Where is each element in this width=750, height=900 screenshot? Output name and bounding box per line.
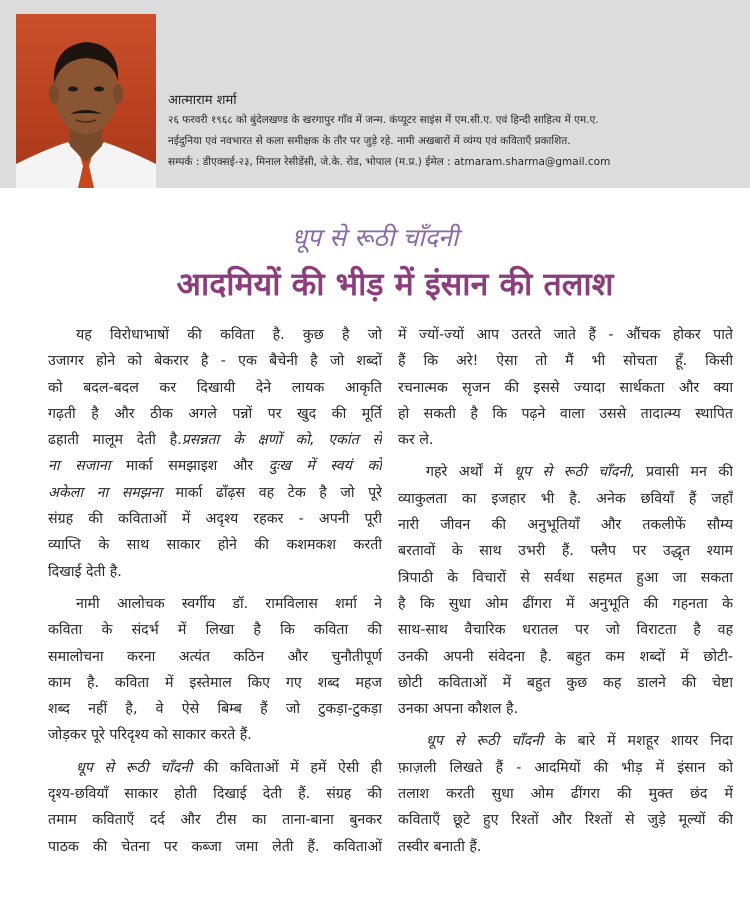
text-line: गढ़ती है और ठीक अगले पन्नों पर खुद की मूर्ति [48,405,382,422]
text-line: हैं कि अरे! ऐसा तो मैं भी सोचता हूँ. किसी [398,353,733,370]
quote-italic: अकेला ना समझना [48,484,163,501]
book-title-italic: धूप से रूठी चाँदनी [76,759,193,776]
text-line: उनका अपना कौशल है. [398,701,519,718]
text-line: छोटी कविताओं में बहुत कुछ कह डालने की चेष्टा [398,674,733,691]
text-line [48,755,382,781]
text-line: व्याप्ति के साथ साकार होने की कशमकश करती [48,537,382,554]
text-line: फ़ाज़ली लिखते हैं - आदमियों की भीड़ में इंसान को [398,759,733,776]
text-line: रचनात्मक सृजन की इससे ज्यादा सार्थकता और क्या [398,379,733,396]
text-line: उजागर होने को बेकरार है - एक बैचेनी है जो शब्दों [48,353,382,370]
book-title-italic: धूप से रूठी चाँदनी [426,733,543,750]
quote-italic: ना सजाना [48,458,111,475]
book-title: धूप से रूठी चाँदनी [291,223,459,252]
text-line: साथ-साथ वैचारिक धरातल पर जो विराटता है वह [398,622,733,639]
author-photo [16,14,156,188]
text-span: की कविताओं में हमें ऐसी ही [192,759,382,776]
text-span: ढहाती मालूम देती है. [48,432,182,449]
text-line [398,728,733,754]
text-line: नारी जीवन की अनुभूतियाँ और तकलीफें सौम्य [398,517,733,534]
author-header [0,0,750,188]
article-column-right [398,322,733,860]
text-line: उनकी अपनी संवेदना है. बहुत कम शब्दों में छोटी- [398,648,733,665]
article-column-left [48,322,382,860]
quote-italic: प्रसन्नता के क्षणों को, एकांत से [181,432,382,449]
text-span: गहरे अर्थों में [426,464,515,481]
bio-line-career: नईदुनिया एवं नवभारत से कला समीक्षक के तौर पर जुड़े रहे. नामी अखबारों में व्यंग्य एवं कविताएँ प्रकाशित. [168,135,571,147]
text-line: त्रिपाठी के विचारों से सर्वथा सहमत हुआ जा सकता [398,569,733,586]
text-line: कर ले. [398,432,434,449]
text-line: यह विरोधाभाषों की कविता है. कुछ है जो [76,327,382,343]
text-line: पाठक की चेतना पर कब्जा जमा लेती हैं. कविताओं [48,838,382,855]
text-line: कविताएँ छूटे हुए रिश्तों और रिश्तों से जुड़े मूल्यों की [398,812,733,829]
text-line: व्याकुलता का इजहार भी है. अनेक छवियाँ हैं जहाँ [398,490,733,507]
author-bio [168,110,743,173]
text-line: बरतावों के साथ उभरी हैं. फ्लैप पर उद्धृत श्याम [398,543,733,560]
text-line: कविता के संदर्भ में लिखा है कि कविता की [48,622,382,639]
text-line: तस्वीर बनाती हैं. [398,838,482,855]
text-span: मार्का समझाइश और [110,458,269,475]
article-headline: आदमियों की भीड़ में इंसान की तलाश [176,265,614,303]
text-line: हो सकती है कि पढ़ने वाला उससे तादात्म्य स्थापित [398,405,733,422]
text-line: संग्रह की कविताओं में अदृश्य रहकर - अपनी पूरी [48,511,382,528]
bio-line-contact: सम्पर्क : डीएक्सई-२३, मिनाल रेसीडेंसी, जे.के. रोड, भोपाल (म.प्र.) ईमेल : atmaram.sharma@gmail.com [168,156,611,168]
text-span: के बारे में मशहूर शायर निदा [542,733,733,750]
text-line: तमाम कविताएँ दर्द और टीस का ताना-बाना बुनकर [48,812,382,829]
text-line [48,453,382,479]
text-line: शब्द नहीं है, वे ऐसे बिम्ब हैं जो टुकड़ा-टुकड़ा [48,701,382,718]
text-line [398,459,733,485]
text-line [48,480,382,506]
text-line: है कि सुधा ओम ढींगरा में अनुभूति की गहनता के [398,595,733,612]
quote-italic: दुःख में स्वयं को [268,458,382,475]
bio-line-birth: २६ फरवरी १९६८ को बुंदेलखण्ड के खरगापुर गाँव में जन्म. कंप्यूटर साइंस में एम.सी.ए. एवं हिन्दी साहित्य में एम.ए. [168,114,599,126]
text-line: में ज्यों-ज्यों आप उतरते जाते हैं - औंचक होकर पाते [398,327,733,343]
text-line: काम है. कविता में इस्तेमाल किए गए शब्द महज [48,674,382,691]
text-span: , प्रवासी मन की [629,464,733,481]
author-portrait-image [16,14,156,188]
book-title-italic: धूप से रूठी चाँदनी [514,464,630,481]
text-line: तलाश करती सुधा ओम ढींगरा की मुक्त छंद में [398,786,733,803]
text-line: समालोचना करना अत्यंत कठिन और चुनौतीपूर्ण [48,648,382,665]
text-line: दिखाई देती है. [48,563,122,580]
text-line: नामी आलोचक स्वर्गीय डॉ. रामविलास शर्मा ने [76,595,382,612]
text-line: को बदल-बदल कर दिखायी देने लायक आकृति [48,379,382,396]
text-line: जोड़कर पूरे परिदृश्य को साकार करते हैं. [48,727,252,744]
text-span: मार्का ढाँढ़स वह टेक है जो पूरे [162,484,382,501]
text-line [48,427,382,453]
author-name: आत्माराम शर्मा [168,93,237,108]
text-line: दृश्य-छवियाँ साकार होती दिखाई देती हैं. संग्रह की [48,786,382,803]
